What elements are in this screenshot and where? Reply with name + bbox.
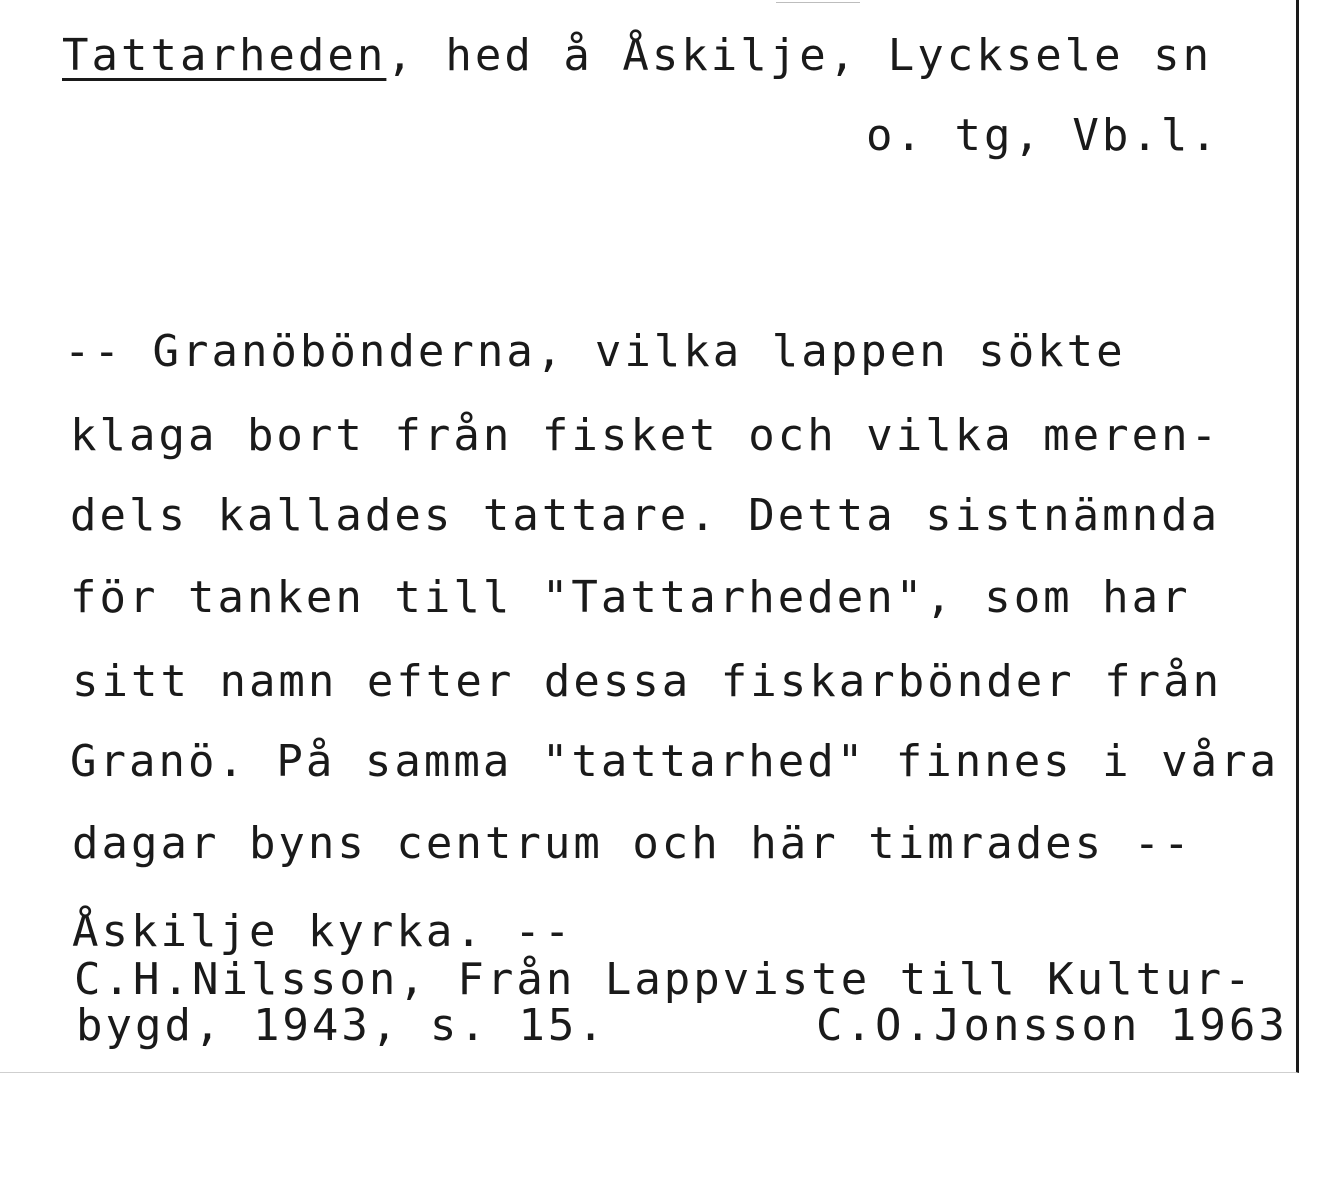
card-heading-line2: o. tg, Vb.l. bbox=[866, 110, 1220, 161]
body-line: klaga bort från fisket och vilka meren- bbox=[70, 410, 1221, 461]
body-line: sitt namn efter dessa fiskarbönder från bbox=[72, 656, 1223, 707]
card-heading-line1 bbox=[62, 30, 1213, 81]
heading-location: , hed å Åskilje, Lycksele sn bbox=[386, 30, 1213, 81]
body-line: dagar byns centrum och här timrades -- bbox=[72, 818, 1193, 869]
source-citation-line2: bygd, 1943, s. 15. bbox=[76, 1000, 607, 1051]
body-line: -- Granöbönderna, vilka lappen sökte bbox=[64, 326, 1126, 377]
headword: Tattarheden bbox=[62, 30, 387, 81]
body-line: för tanken till "Tattarheden", som har bbox=[70, 572, 1191, 623]
collector-signature: C.O.Jonsson 1963 bbox=[816, 1000, 1288, 1051]
body-line: dels kallades tattare. Detta sistnämnda bbox=[70, 490, 1221, 541]
body-line: Granö. På samma "tattarhed" finnes i våra bbox=[70, 736, 1280, 787]
card-edge-mark bbox=[776, 2, 860, 3]
source-citation-line1: C.H.Nilsson, Från Lappviste till Kultur- bbox=[74, 954, 1254, 1005]
body-line: Åskilje kyrka. -- bbox=[72, 906, 574, 957]
